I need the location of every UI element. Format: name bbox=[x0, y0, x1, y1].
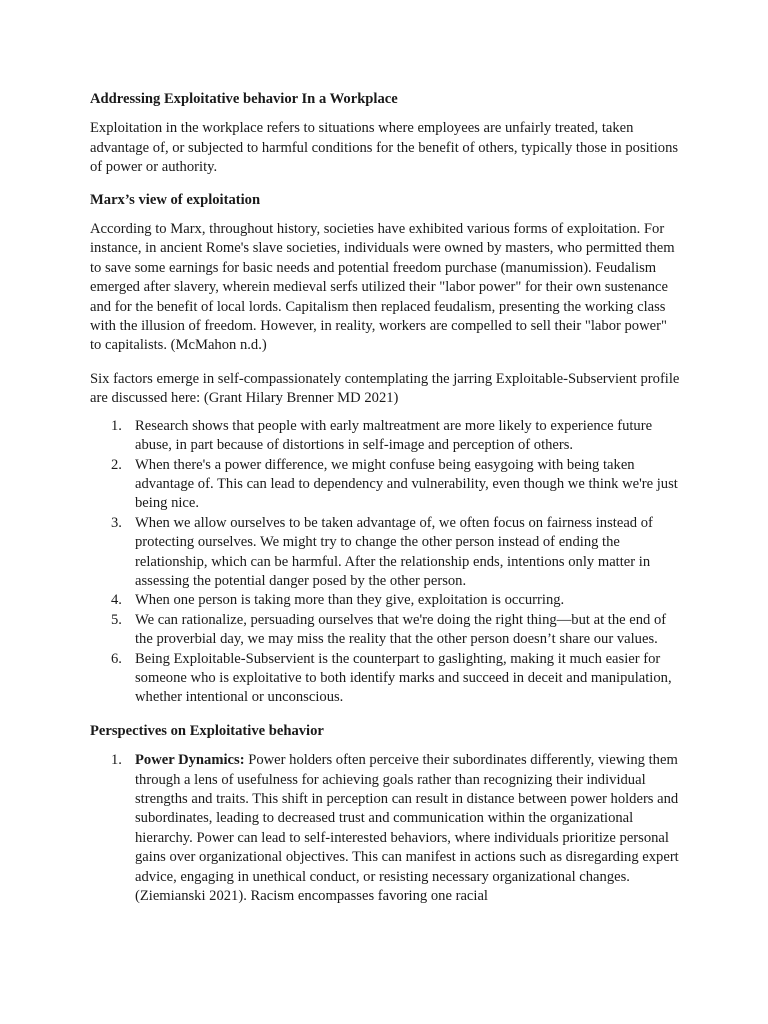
list-item-text: Being Exploitable-Subservient is the counterpart to gaslighting, making it much easier for someone who is exploitative to both identify marks and succeed in deceit and manipulation, whether intentional or unconscious. bbox=[135, 650, 672, 706]
list-item bbox=[90, 456, 680, 514]
list-item-text: When there's a power difference, we might confuse being easygoing with being taken advantage of. This can lead to dependency and vulnerability, even though we think we're just being nice. bbox=[135, 456, 678, 512]
intro-paragraph: Exploitation in the workplace refers to situations where employees are unfairly treated, taken advantage of, or subjected to harmful conditions for the benefit of others, typically those in positions of power or authority. bbox=[90, 120, 679, 176]
list-item-text: Research shows that people with early maltreatment are more likely to experience future abuse, in part because of distortions in self-image and perception of others. bbox=[135, 417, 653, 454]
list-item-number: 4. bbox=[111, 592, 122, 609]
list-item bbox=[90, 650, 680, 708]
section-heading-perspectives: Perspectives on Exploitative behavior bbox=[90, 722, 324, 739]
document-page bbox=[90, 90, 680, 906]
list-item-number: 3. bbox=[111, 514, 122, 531]
list-item-number: 1. bbox=[111, 417, 122, 434]
factors-list bbox=[90, 417, 680, 708]
section-heading-marx: Marx’s view of exploitation bbox=[90, 191, 261, 208]
list-item bbox=[90, 611, 680, 650]
list-item bbox=[90, 514, 680, 592]
list-item-number: 5. bbox=[111, 611, 122, 628]
list-item-text: When one person is taking more than they give, exploitation is occurring. bbox=[135, 592, 565, 609]
list-item bbox=[90, 751, 680, 906]
list-item-number: 2. bbox=[111, 456, 122, 473]
factors-intro-paragraph: Six factors emerge in self-compassionately contemplating the jarring Exploitable-Subservient profile are discussed here: (Grant Hilary Brenner MD 2021) bbox=[90, 370, 680, 407]
marx-paragraph: According to Marx, throughout history, societies have exhibited various forms of exploitation. For instance, in ancient Rome's slave societies, individuals were owned by masters, who permitted them to save some earnings for basic needs and potential freedom purchase (manumission). Feudalism emerged after slavery, wherein medieval serfs utilized their "labor power" for their own sustenance and for the benefit of local lords. Capitalism then replaced feudalism, presenting the working class with the illusion of freedom. However, in reality, workers are compelled to sell their "labor power" to capitalists. (McMahon n.d.) bbox=[90, 221, 675, 354]
list-item-bold-lead: Power Dynamics: bbox=[135, 752, 245, 769]
list-item-text: We can rationalize, persuading ourselves that we're doing the right thing—but at the end of the proverbial day, we may miss the reality that the other person doesn’t share our values. bbox=[135, 611, 667, 648]
list-item bbox=[90, 417, 680, 456]
list-item bbox=[90, 591, 680, 610]
list-item-number: 1. bbox=[111, 752, 122, 769]
perspectives-list bbox=[90, 751, 680, 906]
list-item-number: 6. bbox=[111, 650, 122, 667]
document-title: Addressing Exploitative behavior In a Workplace bbox=[90, 91, 398, 107]
list-item-text: When we allow ourselves to be taken advantage of, we often focus on fairness instead of protecting ourselves. We might try to change the other person instead of ending the relationship, which can be harmful. After the relationship ends, intentions only matter in assessing the potential danger posed by the other person. bbox=[135, 514, 653, 589]
list-item-text: Power holders often perceive their subordinates differently, viewing them through a lens of usefulness for achieving goals rather than recognizing their individual strengths and traits. This shift in perception can result in distance between power holders and subordinates, leading to decreased trust and communication within the organizational hierarchy. Power can lead to self-interested behaviors, where individuals prioritize personal gains over organizational objectives. This can manifest in actions such as disregarding expert advice, engaging in unethical conduct, or resisting necessary organizational changes. (Ziemianski 2021). Racism encompasses favoring one racial bbox=[135, 752, 679, 905]
